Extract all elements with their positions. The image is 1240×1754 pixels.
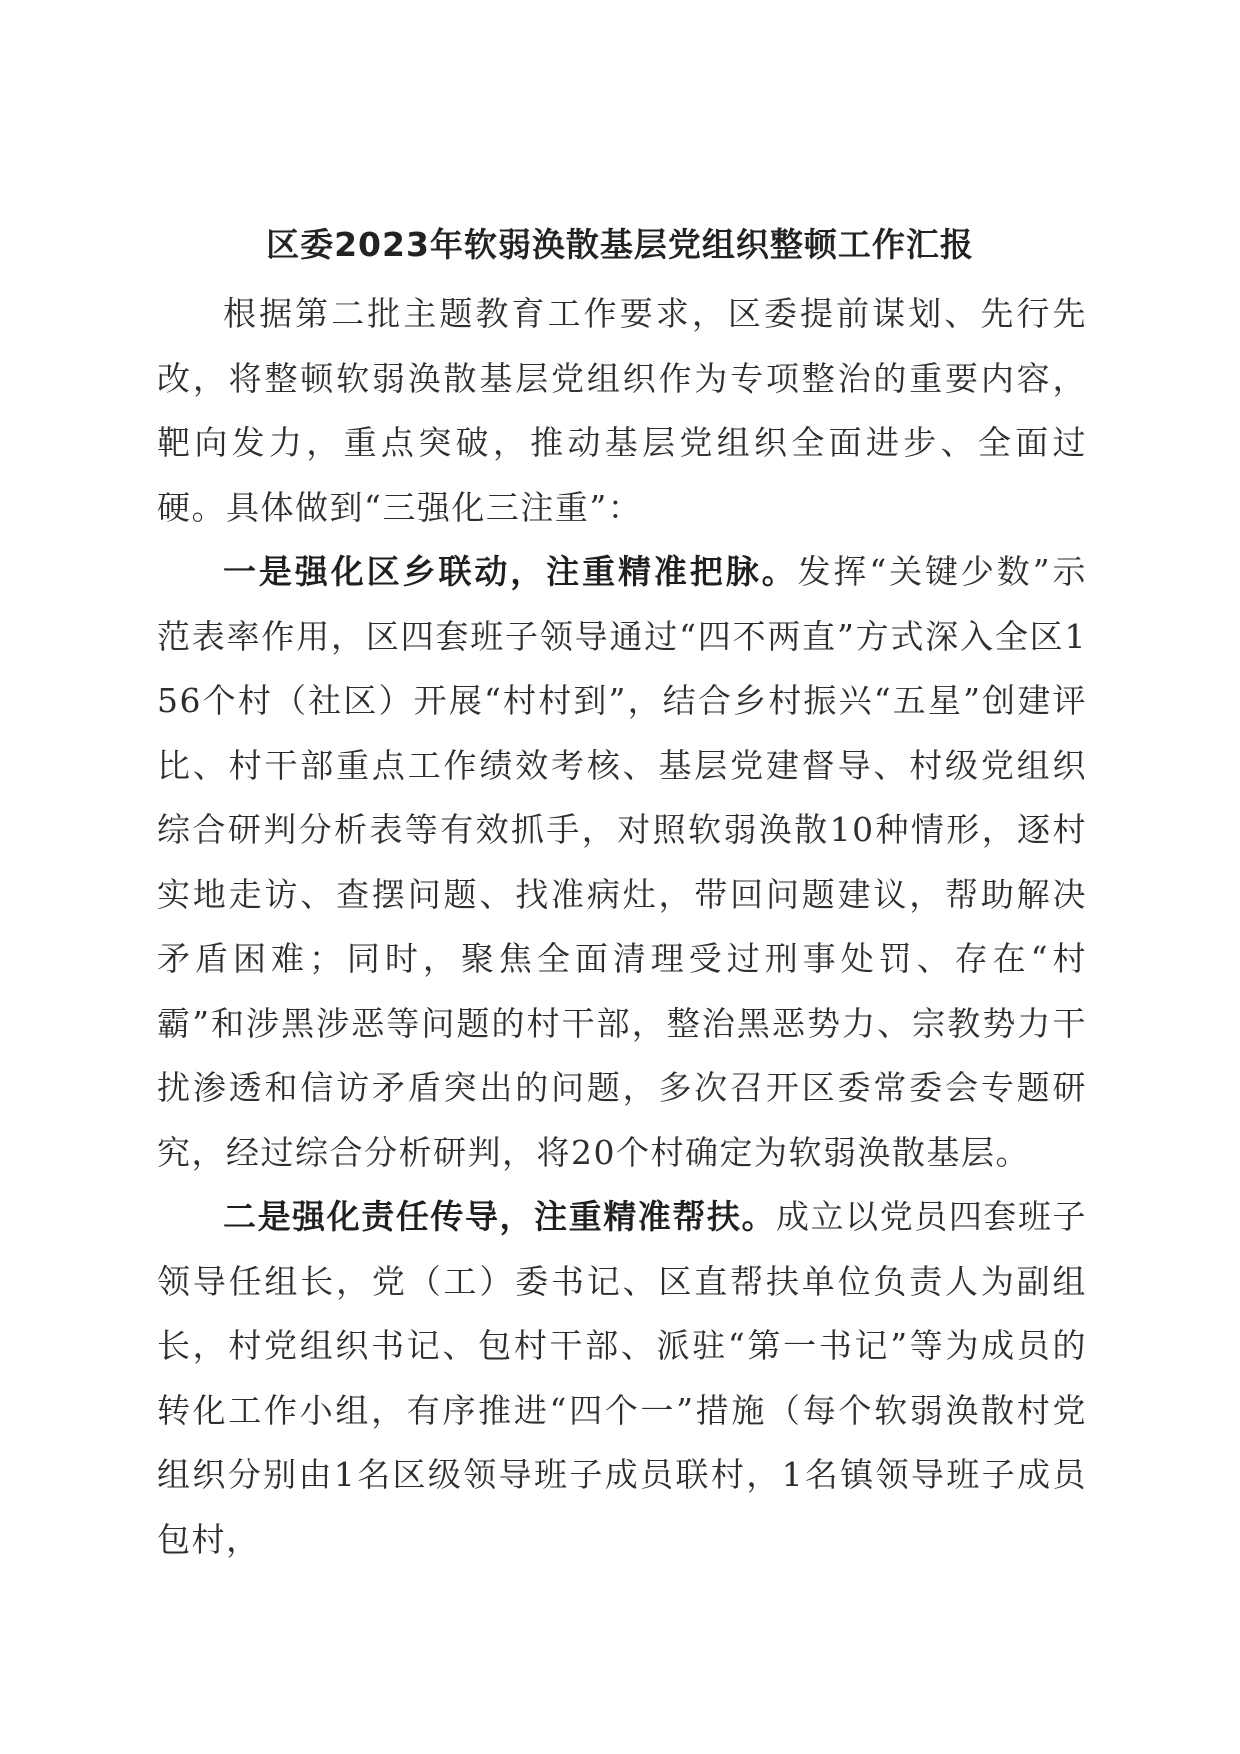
- section-paragraph-2: [157, 1185, 1087, 1572]
- section-paragraph-1: [157, 540, 1087, 1185]
- document-title: 区委2023年软弱涣散基层党组织整顿工作汇报: [266, 225, 974, 264]
- paragraph-text: 根据第二批主题教育工作要求，区委提前谋划、先行先改，将整顿软弱涣散基层党组织作为专项整治的重要内容，靶向发力，重点突破，推动基层党组织全面进步、全面过硬。具体做到“三强化三注重”：: [157, 294, 1087, 527]
- document-body: [157, 282, 1087, 1572]
- paragraph-text: 成立以党员四套班子领导任组长，党（工）委书记、区直帮扶单位负责人为副组长，村党组织书记、包村干部、派驻“第一书记”等为成员的转化工作小组，有序推进“四个一”措施（每个软弱涣散村党组织分别由1名区级领导班子成员联村，1名镇领导班子成员包村，: [157, 1197, 1087, 1559]
- paragraph-lead: 二是强化责任传导，注重精准帮扶。: [223, 1197, 776, 1236]
- paragraph-text: 发挥“关键少数”示范表率作用，区四套班子领导通过“四不两直”方式深入全区156个村（社区）开展“村村到”，结合乡村振兴“五星”创建评比、村干部重点工作绩效考核、基层党建督导、村级党组织综合研判分析表等有效抓手，对照软弱涣散10种情形，逐村实地走访、查摆问题、找准病灶，带回问题建议，帮助解决矛盾困难；同时，聚焦全面清理受过刑事处罚、存在“村霸”和涉黑涉恶等问题的村干部，整治黑恶势力、宗教势力干扰渗透和信访矛盾突出的问题，多次召开区委常委会专题研究，经过综合分析研判，将20个村确定为软弱涣散基层。: [157, 552, 1087, 1172]
- intro-paragraph: [157, 282, 1087, 540]
- paragraph-lead: 一是强化区乡联动，注重精准把脉。: [223, 552, 798, 591]
